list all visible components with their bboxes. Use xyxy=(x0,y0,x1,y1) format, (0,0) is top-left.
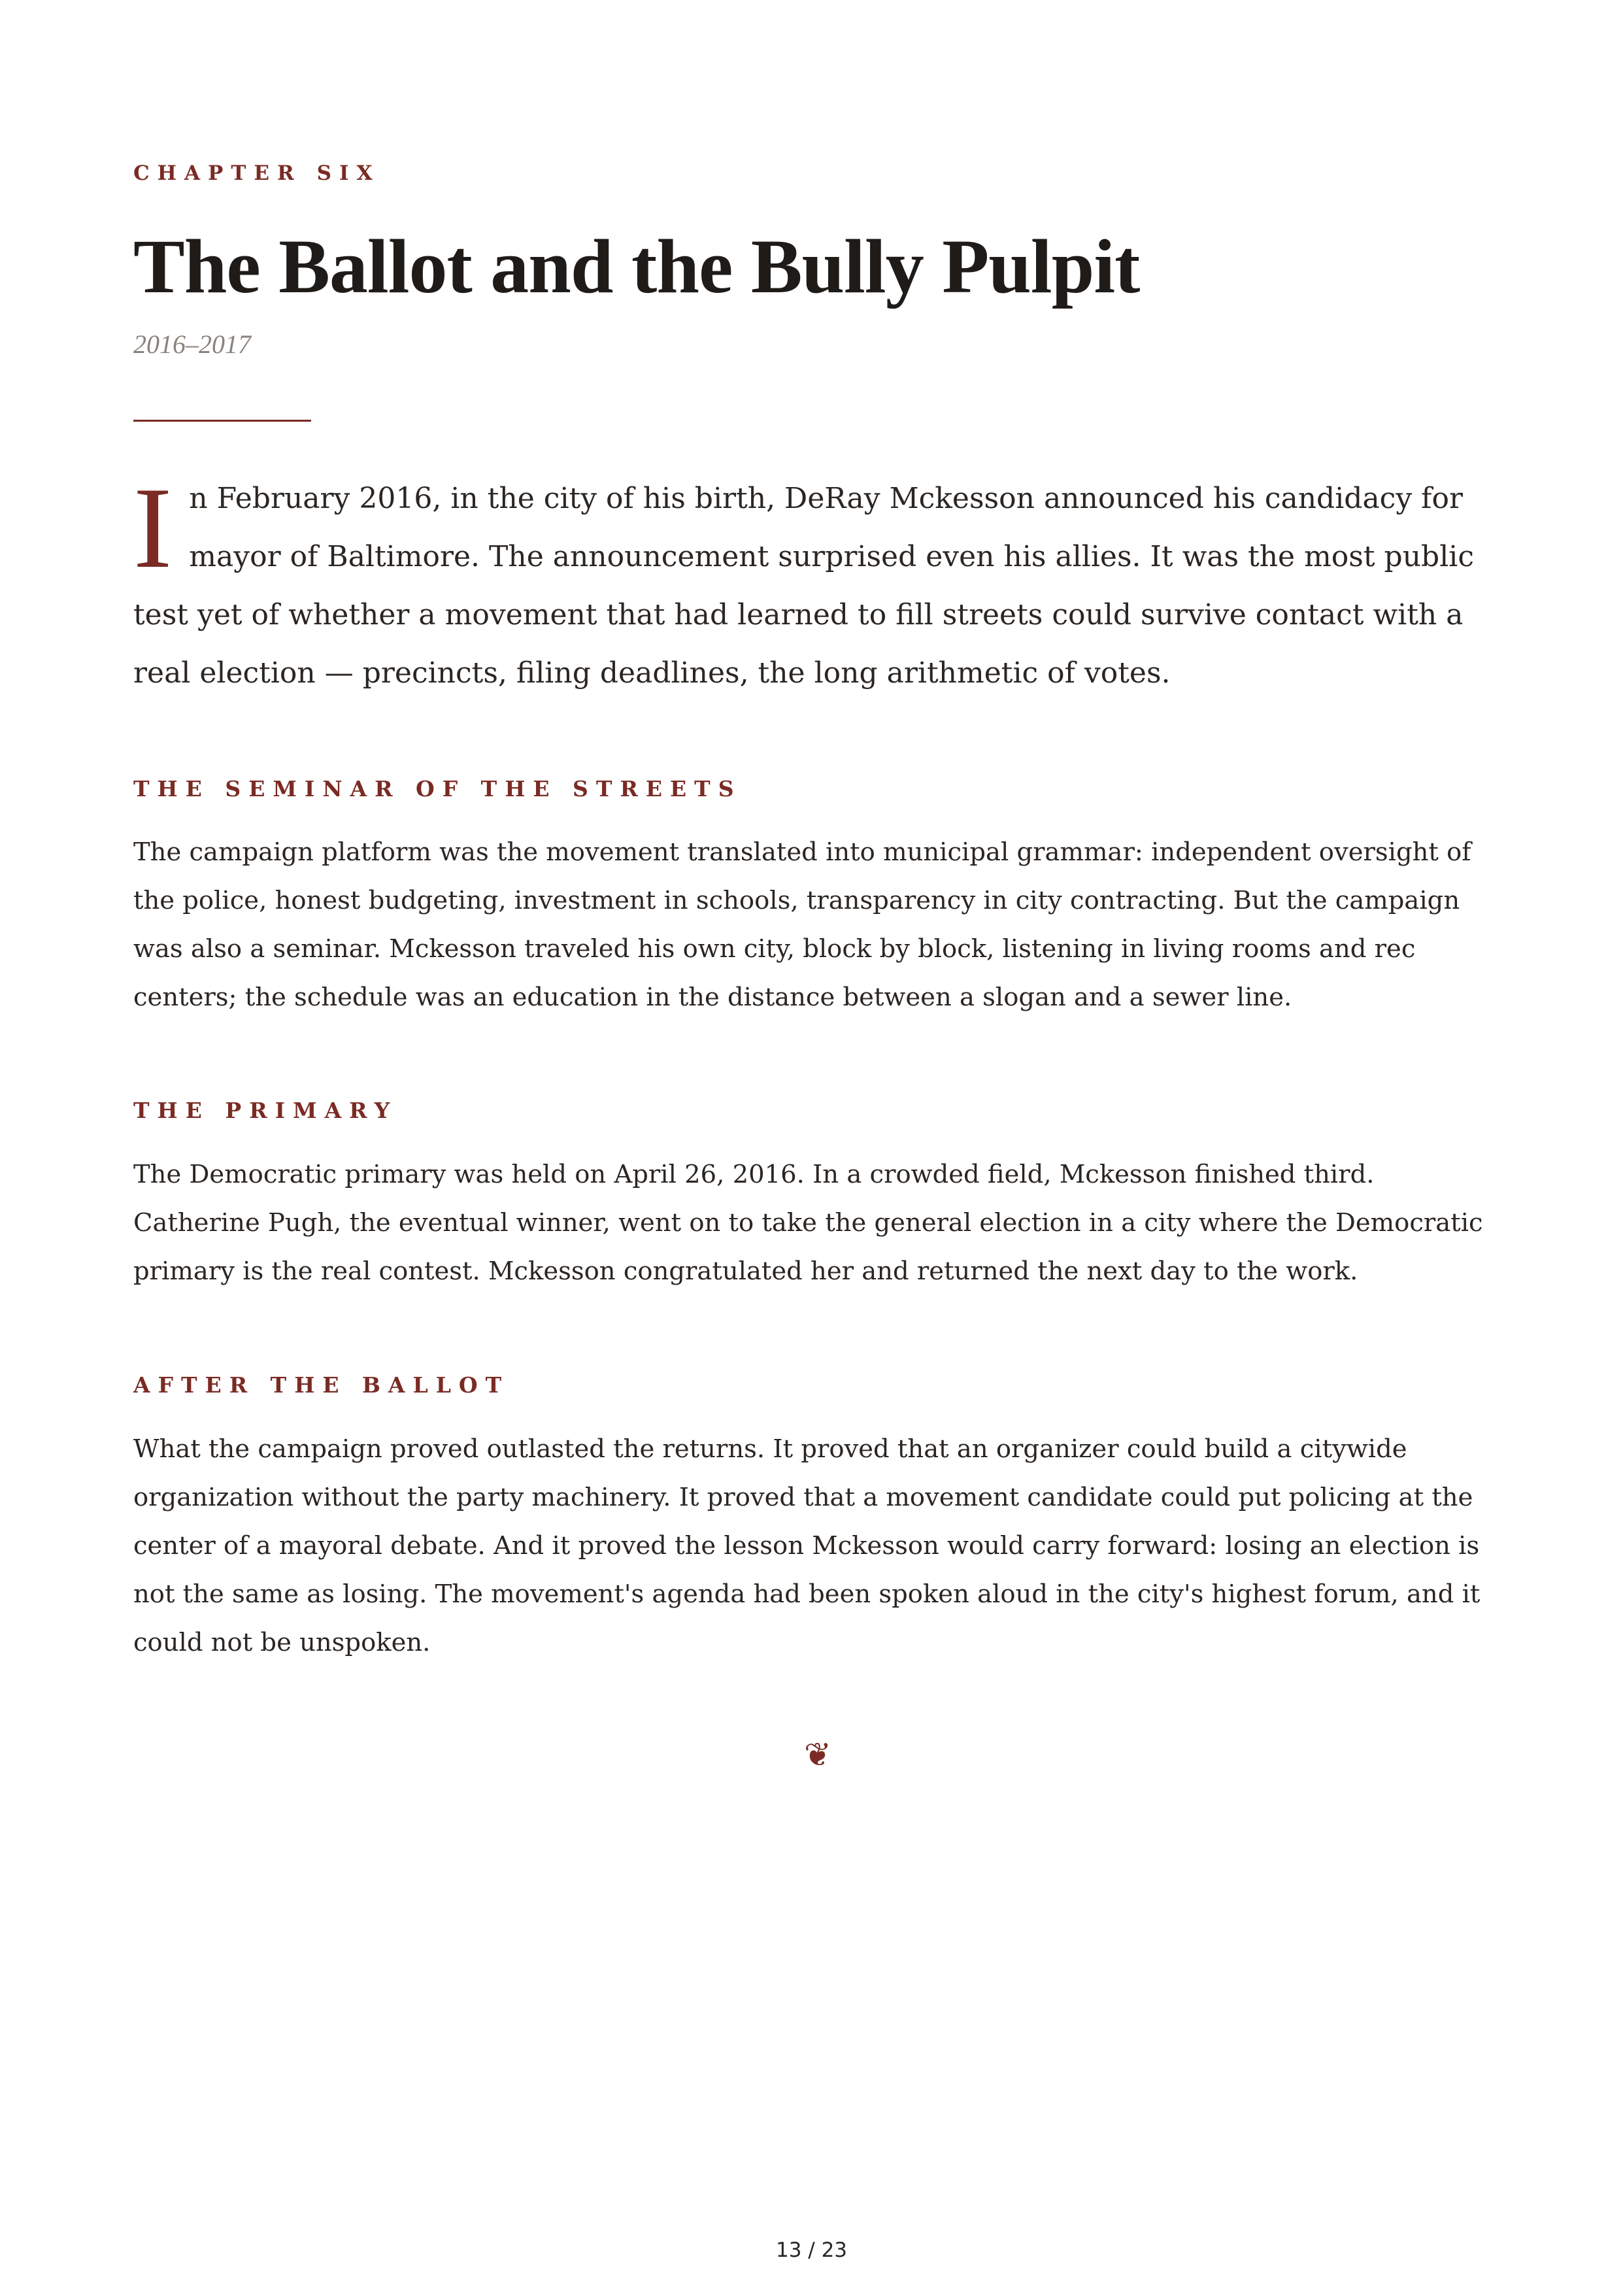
chapter-kicker: CHAPTER SIX xyxy=(133,161,380,185)
lede-paragraph xyxy=(133,463,1502,702)
page-number: 13 / 23 xyxy=(775,2238,848,2262)
section-heading-after-ballot: AFTER THE BALLOT xyxy=(133,1372,510,1398)
section-heading-seminar: THE SEMINAR OF THE STREETS xyxy=(133,776,742,802)
drop-cap: I xyxy=(133,463,173,592)
section-body-after-ballot: What the campaign proved outlasted the returns. It proved that an organizer could build a citywide organization without the party machinery. It proved that a movement candidate could put policing at the center of a mayoral debate. And it proved the lesson Mckesson would carry forward: losing an election is not the same as losing. The movement's agenda had been spoken aloud in the city's highest forum, and it could not be unspoken. xyxy=(133,1434,1481,1657)
title-rule xyxy=(133,420,311,422)
section-body-primary: The Democratic primary was held on April 26, 2016. In a crowded field, Mckesson finished third. Catherine Pugh, the eventual winner, went on to take the general election in a city where the Democratic primary is the real contest. Mckesson congratulated her and returned the next day to the work. xyxy=(133,1160,1483,1286)
section-body-seminar: The campaign platform was the movement translated into municipal grammar: independent oversight of the police, honest budgeting, investment in schools, transparency in city contracting. But the campaign was also a seminar. Mckesson traveled his own city, block by block, listening in living rooms and rec centers; the schedule was an education in the distance between a slogan and a sewer line. xyxy=(133,837,1471,1012)
fleuron-ornament-icon: ❦ xyxy=(804,1736,831,1774)
chapter-dates: 2016–2017 xyxy=(133,329,251,359)
chapter-title: The Ballot and the Bully Pulpit xyxy=(133,224,1140,309)
section-heading-primary: THE PRIMARY xyxy=(133,1098,398,1123)
lede-text: n February 2016, in the city of his birth, DeRay Mckesson announced his candidacy for mayor of Baltimore. The announcement surprised even his allies. It was the most public test yet of whether a movement that had learned to fill streets could survive contact with a real election — precincts, filing deadlines, the long arithmetic of votes. xyxy=(133,482,1474,690)
